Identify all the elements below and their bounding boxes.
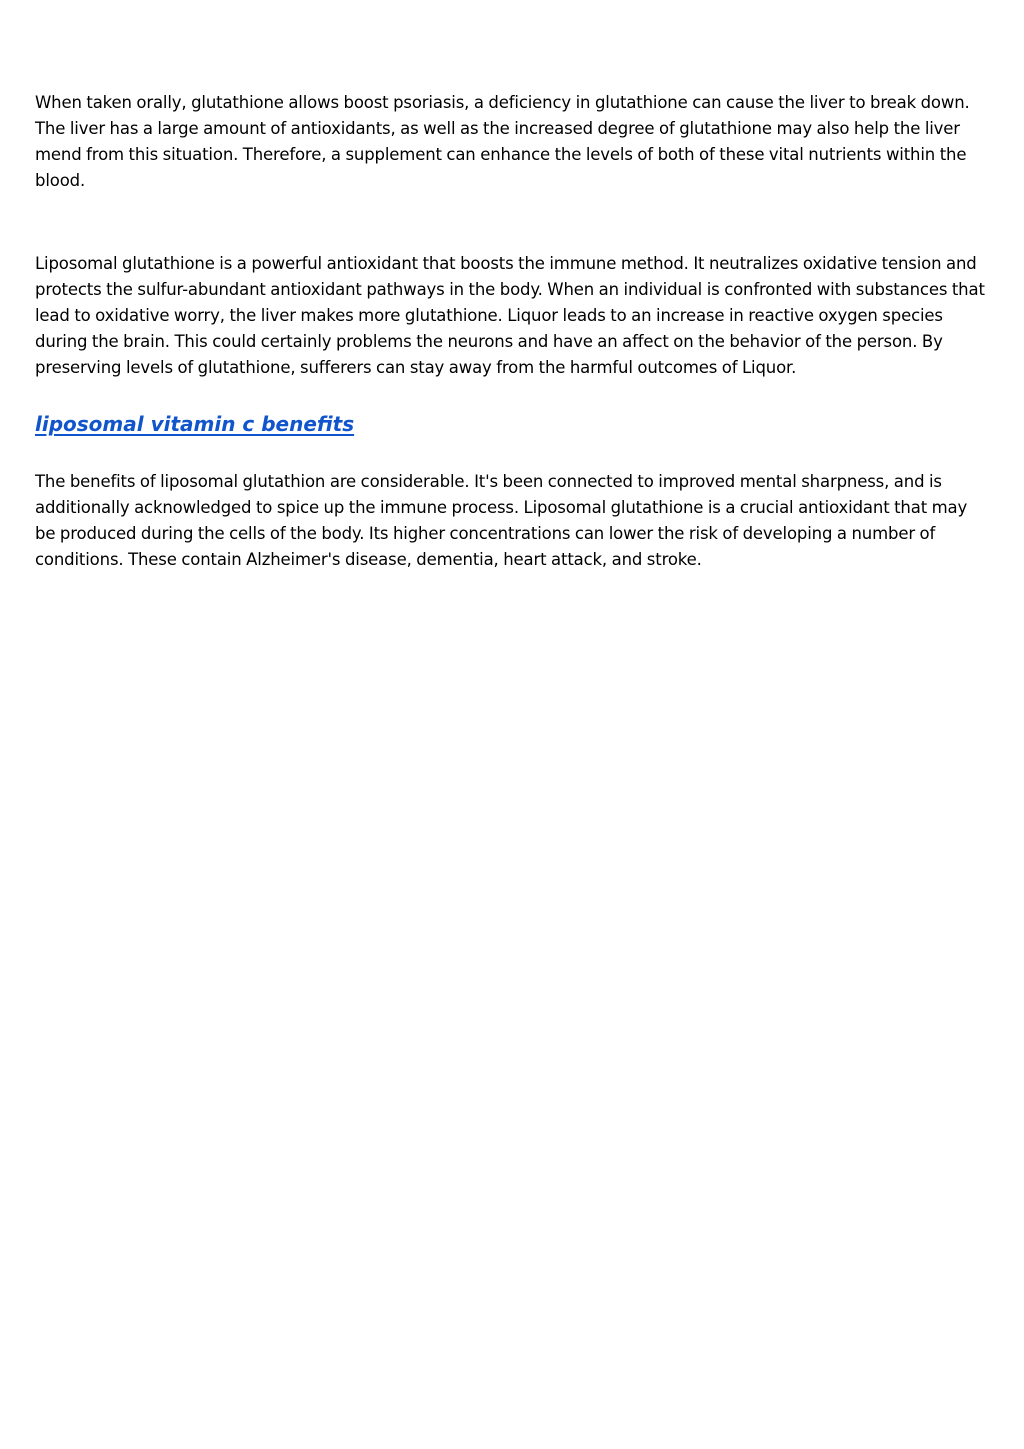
paragraph-liposomal-antioxidant: Liposomal glutathione is a powerful antioxidant that boosts the immune method. It neutralizes oxidative tension and protects the sulfur-abundant antioxidant pathways in the body. When an individual is confronted with substances that lead to oxidative worry, the liver makes more glutathione. Liquor leads to an increase in reactive oxygen species during the brain. This could certainly problems the neurons and have an affect on the behavior of the person. By preserving levels of glutathione, sufferers can stay away from the harmful outcomes of Liquor. xyxy=(35,254,985,377)
link-liposomal-vitamin-c-benefits[interactable]: liposomal vitamin c benefits xyxy=(35,412,355,436)
paragraph-benefits: The benefits of liposomal glutathion are considerable. It's been connected to improved mental sharpness, and is additionally acknowledged to spice up the immune process. Liposomal glutathione is a crucial antioxidant that may be produced during the cells of the body. Its higher concentrations can lower the risk of developing a number of conditions. These contain Alzheimer's disease, dementia, heart attack, and stroke. xyxy=(35,472,968,569)
paragraph-liver-glutathione: When taken orally, glutathione allows boost psoriasis, a deficiency in glutathione can cause the liver to break down. The liver has a large amount of antioxidants, as well as the increased degree of glutathione may also help the liver mend from this situation. Therefore, a supplement can enhance the levels of both of these vital nutrients within the blood. xyxy=(35,93,970,190)
